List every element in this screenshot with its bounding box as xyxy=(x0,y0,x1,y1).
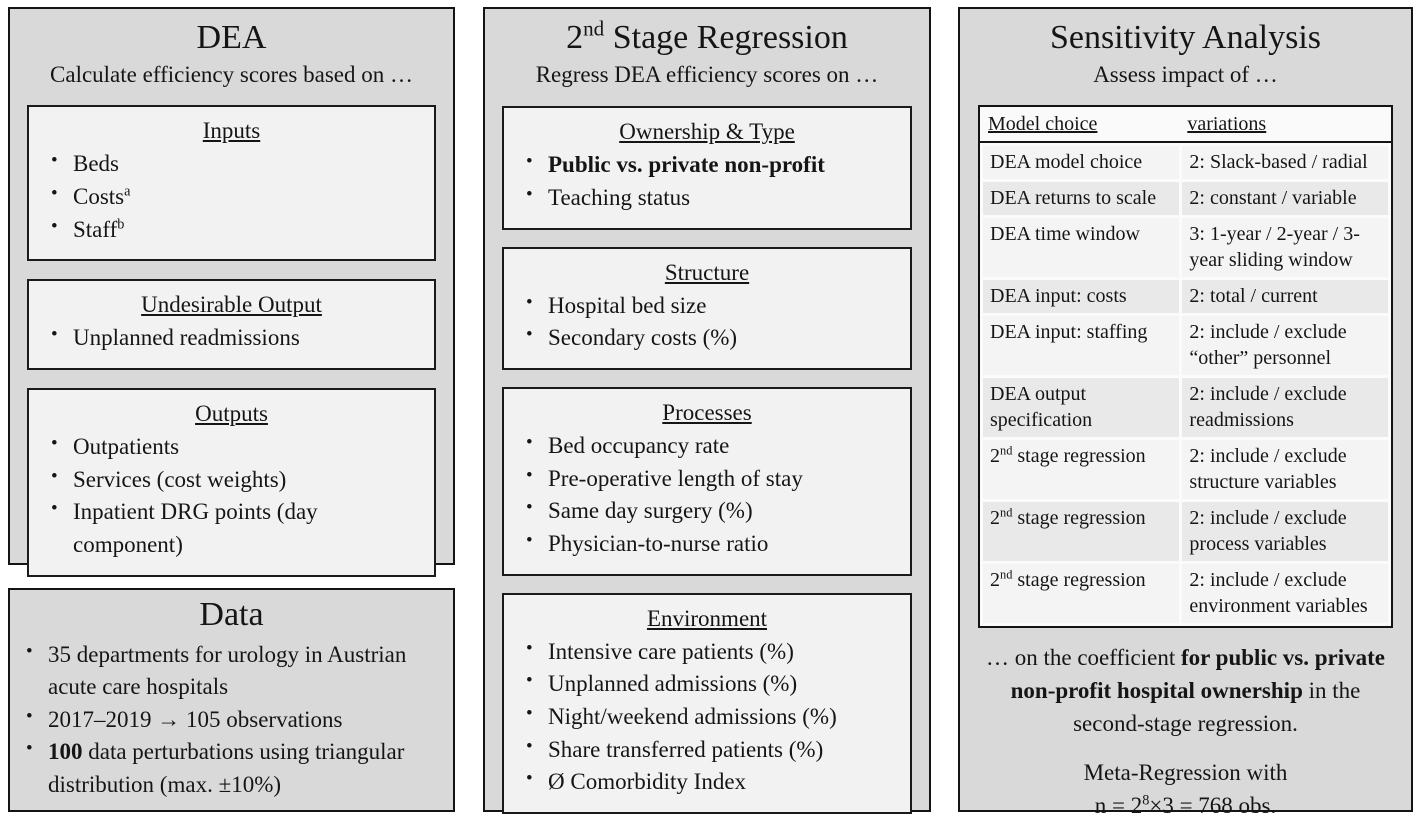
bullet-icon xyxy=(514,182,548,215)
list-item xyxy=(14,639,443,704)
list-item xyxy=(514,636,900,669)
undesirable-output-box xyxy=(27,279,436,370)
model-cell: DEA output specification xyxy=(983,378,1179,437)
ownership-type-box xyxy=(502,106,912,229)
environment-list xyxy=(514,636,900,799)
undesirable-output-list xyxy=(39,322,424,355)
bullet-icon xyxy=(14,736,48,801)
meta-regression-formula: $n = 2^8\times 3 = 768$ obs. xyxy=(1094,792,1277,817)
table-row xyxy=(983,146,1388,179)
variation-cell: 2: Slack-based / radial xyxy=(1182,146,1388,179)
table-body xyxy=(980,143,1391,626)
list-item xyxy=(514,668,900,701)
inputs-box xyxy=(27,105,436,261)
bullet-icon xyxy=(514,495,548,528)
sensitivity-title: Sensitivity Analysis xyxy=(1049,19,1322,56)
list-item xyxy=(514,701,900,734)
list-item xyxy=(39,322,424,355)
dea-panel-title: DEA xyxy=(196,19,267,56)
list-item-text: Public vs. private non-profit xyxy=(548,152,825,178)
ordinal-superscript: nd xyxy=(1000,505,1013,520)
bullet-icon xyxy=(39,181,73,214)
list-item xyxy=(514,528,900,561)
list-item xyxy=(514,149,900,182)
outputs-list xyxy=(39,431,424,562)
list-item-text: Night/weekend admissions (%) xyxy=(548,704,837,730)
ownership-type-list xyxy=(514,149,900,214)
data-panel xyxy=(8,588,455,812)
list-item xyxy=(39,214,424,247)
model-cell: DEA time window xyxy=(983,218,1179,277)
sensitivity-panel xyxy=(958,7,1413,817)
bullet-icon xyxy=(514,430,548,463)
list-item xyxy=(514,463,900,496)
model-cell: 2nd stage regression xyxy=(983,564,1179,623)
bullet-icon xyxy=(39,431,73,464)
list-item-text: Hospital bed size xyxy=(548,292,707,318)
table-header-row xyxy=(980,107,1391,143)
list-item-text: Unplanned readmissions xyxy=(73,325,300,351)
bullet-icon xyxy=(514,734,548,767)
ownership-type-heading: Ownership & Type xyxy=(619,119,795,145)
outputs-box xyxy=(27,388,436,577)
list-item-text: Outpatients xyxy=(73,434,180,460)
list-item xyxy=(514,495,900,528)
structure-box xyxy=(502,247,912,370)
footer-bold-phrase: for public vs. private non-profit hospital ownership xyxy=(1010,645,1386,704)
bullet-icon xyxy=(514,766,548,799)
bullet-icon xyxy=(514,149,548,182)
header-cell-model-choice: Model choice xyxy=(988,113,1098,136)
bullet-icon xyxy=(14,639,48,704)
list-item-text: Beds xyxy=(73,151,119,177)
variation-cell: 2: total / current xyxy=(1182,280,1388,313)
list-item xyxy=(39,431,424,464)
list-item-text: Pre-operative length of stay xyxy=(548,465,803,491)
list-item-text: Ø Comorbidity Index xyxy=(548,769,747,795)
sensitivity-footer: … on the coefficient for public vs. private non-profit hospital ownership in the second-stage regression. xyxy=(985,645,1386,736)
model-cell: 2nd stage regression xyxy=(983,440,1179,499)
model-cell: DEA input: staffing xyxy=(983,316,1179,375)
list-item xyxy=(14,704,443,737)
header-cell-variations: variations xyxy=(1187,113,1267,136)
bullet-icon xyxy=(514,668,548,701)
variation-cell: 2: include / exclude readmissions xyxy=(1182,378,1388,437)
sensitivity-table xyxy=(978,105,1393,628)
dea-panel xyxy=(8,7,455,565)
environment-box xyxy=(502,593,912,814)
data-list xyxy=(14,639,443,802)
list-item xyxy=(514,322,900,355)
bullet-icon xyxy=(514,290,548,323)
structure-list xyxy=(514,290,900,355)
table-row xyxy=(983,316,1388,375)
list-item-text: Costs$^a$ xyxy=(73,183,131,210)
variation-cell: 2: include / exclude process variables xyxy=(1182,502,1388,561)
model-cell: DEA model choice xyxy=(983,146,1179,179)
table-row xyxy=(983,440,1388,499)
bullet-icon xyxy=(39,322,73,355)
list-item xyxy=(39,496,424,561)
exponent-superscript: 8 xyxy=(1142,792,1150,809)
bullet-icon xyxy=(514,636,548,669)
list-item-text: Secondary costs (%) xyxy=(548,325,738,351)
list-item-text: 2017–2019 → 105 observations xyxy=(48,706,343,732)
model-cell: DEA returns to scale xyxy=(983,182,1179,215)
undesirable-output-heading: Undesirable Output xyxy=(141,292,322,318)
table-row xyxy=(983,182,1388,215)
bullet-icon xyxy=(514,701,548,734)
bullet-icon xyxy=(39,148,73,181)
model-cell: DEA input: costs xyxy=(983,280,1179,313)
data-panel-title: Data xyxy=(199,596,264,633)
bullet-icon xyxy=(39,496,73,561)
model-cell: 2nd stage regression xyxy=(983,502,1179,561)
bullet-icon xyxy=(39,464,73,497)
list-item-text: Teaching status xyxy=(548,185,691,211)
bullet-icon xyxy=(39,214,73,247)
list-item xyxy=(514,734,900,767)
list-item-text: 100 data perturbations using triangular distribution (max. ±10%) xyxy=(48,739,405,798)
meta-regression-note xyxy=(960,757,1411,817)
footnote-marker: a xyxy=(124,183,131,200)
list-item-text: Services (cost weights) xyxy=(73,466,287,492)
list-item-text: Unplanned admissions (%) xyxy=(548,671,798,697)
variation-cell: 2: include / exclude “other” personnel xyxy=(1182,316,1388,375)
bullet-icon xyxy=(514,463,548,496)
list-item-text: Same day surgery (%) xyxy=(548,498,753,524)
list-item-text: Inpatient DRG points (day component) xyxy=(73,499,318,558)
table-row xyxy=(983,564,1388,623)
inputs-box-heading: Inputs xyxy=(202,118,261,144)
processes-box xyxy=(502,387,912,576)
processes-list xyxy=(514,430,900,561)
environment-heading: Environment xyxy=(646,605,768,631)
processes-heading: Processes xyxy=(662,400,752,426)
list-item xyxy=(39,464,424,497)
table-row xyxy=(983,378,1388,437)
list-item-text: Intensive care patients (%) xyxy=(548,638,794,664)
list-item-text: Physician-to-nurse ratio xyxy=(548,531,769,557)
outputs-box-heading: Outputs xyxy=(195,401,268,427)
list-item-text: Bed occupancy rate xyxy=(548,433,730,459)
structure-heading: Structure xyxy=(664,259,750,285)
second-stage-title: 2nd Stage Regression xyxy=(566,16,848,56)
bullet-icon xyxy=(14,704,48,737)
list-item xyxy=(39,181,424,214)
second-stage-panel xyxy=(483,7,931,812)
list-item xyxy=(514,430,900,463)
list-item xyxy=(14,736,443,801)
ordinal-superscript: nd xyxy=(1000,443,1013,458)
variation-cell: 2: include / exclude structure variables xyxy=(1182,440,1388,499)
second-stage-subtitle: Regress DEA efficiency scores on … xyxy=(535,61,879,87)
list-item-text: Staff$^b$ xyxy=(73,216,125,242)
ordinal-superscript: nd xyxy=(583,16,605,41)
variation-cell: 2: include / exclude environment variables xyxy=(1182,564,1388,623)
sensitivity-subtitle: Assess impact of … xyxy=(1093,61,1278,87)
ordinal-superscript: nd xyxy=(1000,567,1013,582)
variation-cell: 2: constant / variable xyxy=(1182,182,1388,215)
table-row xyxy=(983,502,1388,561)
variation-cell: 3: 1-year / 2-year / 3-year sliding window xyxy=(1182,218,1388,277)
list-item-text: Share transferred patients (%) xyxy=(548,736,824,762)
list-item xyxy=(514,290,900,323)
list-item-text: 35 departments for urology in Austrian acute care hospitals xyxy=(48,641,407,700)
bullet-icon xyxy=(514,322,548,355)
meta-regression-line1: Meta-Regression with xyxy=(1083,760,1288,786)
table-row xyxy=(983,280,1388,313)
dea-panel-subtitle: Calculate efficiency scores based on … xyxy=(50,61,413,87)
table-row xyxy=(983,218,1388,277)
list-item xyxy=(514,766,900,799)
inputs-list xyxy=(39,148,424,246)
list-item xyxy=(514,182,900,215)
list-item xyxy=(39,148,424,181)
bullet-icon xyxy=(514,528,548,561)
bold-count: 100 xyxy=(48,739,83,765)
footnote-marker: b xyxy=(117,216,125,233)
